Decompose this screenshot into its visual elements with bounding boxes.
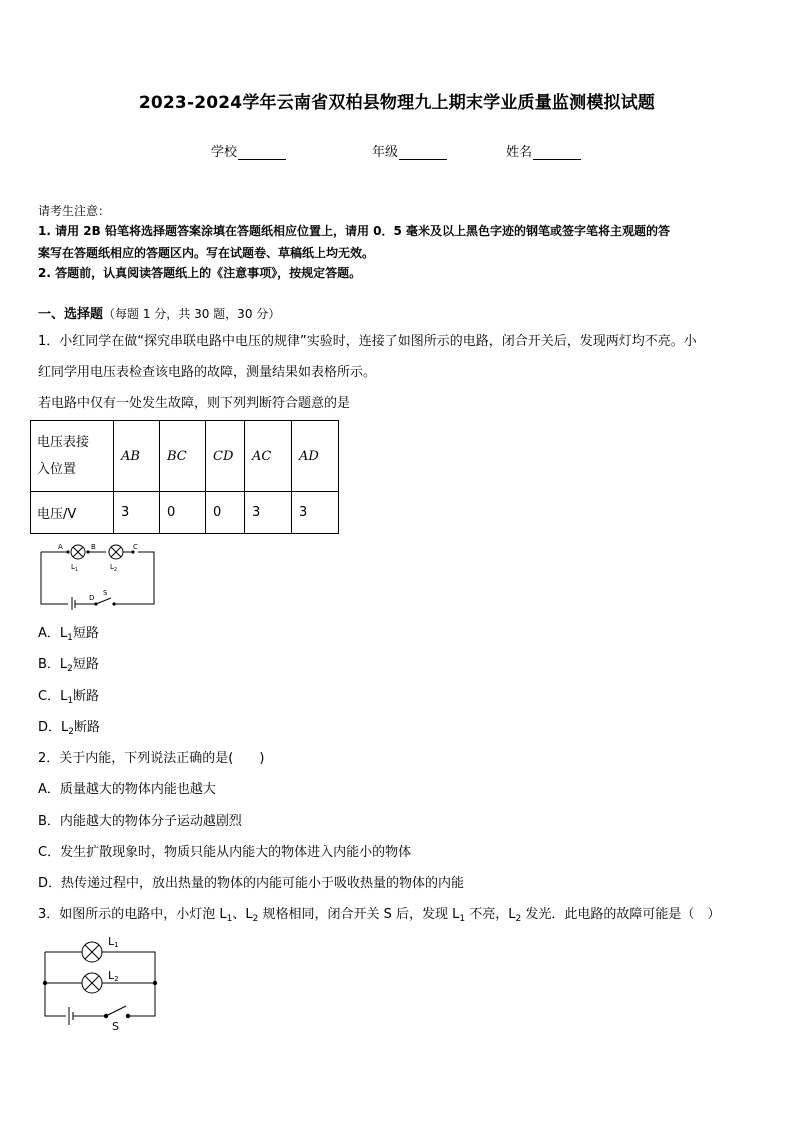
grade-label: 年级 [372, 145, 399, 160]
switch-label: S [112, 1020, 119, 1032]
q2-option-c[interactable]: C．发生扩散现象时，物质只能从内能大的物体进入内能小的物体 [38, 845, 412, 860]
grade-field [372, 141, 447, 160]
table-row [31, 421, 339, 492]
switch-label: S [103, 589, 108, 597]
section-label: 一、选择题 [38, 307, 104, 322]
notice-line-1b: 案写在答题纸相应的答题区内。写在试题卷、草稿纸上均无效。 [38, 246, 375, 260]
q2-option-d[interactable]: D．热传递过程中，放出热量的物体的内能可能小于吸收热量的物体的内能 [38, 876, 465, 891]
table-header-line-1: 电压表接 [37, 435, 90, 450]
name-label: 姓名 [506, 145, 533, 160]
notice-heading: 请考生注意： [38, 204, 111, 218]
table-col-header: AC [245, 421, 292, 492]
table-col-header: CD [206, 421, 245, 492]
table-cell: 0 [206, 492, 245, 534]
q2-stem: 2．关于内能，下列说法正确的是( ) [38, 751, 265, 766]
table-cell: 3 [114, 492, 160, 534]
table-header-cell [31, 421, 114, 492]
name-field [506, 141, 581, 160]
section-detail: （每题 1 分，共 30 题，30 分） [103, 307, 281, 321]
lamp-label-l1: L1 [108, 935, 119, 949]
school-label: 学校 [211, 145, 238, 160]
school-field [211, 141, 286, 160]
q1-option-a[interactable]: A．$L_1$短路 [38, 626, 99, 643]
table-cell: 3 [292, 492, 339, 534]
table-header-line-2: 入位置 [37, 462, 77, 477]
lamp-label-l1: $L_1$ [71, 563, 79, 573]
q2-option-b[interactable]: B．内能越大的物体分子运动越剧烈 [38, 814, 242, 829]
node-label-b: B [91, 543, 96, 551]
node-label-c: C [133, 543, 138, 551]
q1-option-b[interactable]: B．$L_2$短路 [38, 657, 99, 674]
page-title: 2023-2024学年云南省双柏县物理九上期末学业质量监测模拟试题 [138, 93, 656, 113]
table-cell: 0 [160, 492, 206, 534]
name-blank[interactable] [533, 147, 581, 160]
lamp-label-l2: $L_2$ [110, 563, 118, 573]
node-label-a: A [58, 543, 63, 551]
q1-line-3: 若电路中仅有一处发生故障，则下列判断符合题意的是 [38, 396, 351, 411]
node-label-d: D [89, 594, 95, 602]
grade-blank[interactable] [399, 147, 447, 160]
q1-line-1: 1．小红同学在做“探究串联电路中电压的规律”实验时，连接了如图所示的电路，闭合开关后，发现两灯均不亮。小 [38, 334, 697, 349]
table-row-label: 电压/V [31, 492, 114, 534]
table-row [31, 492, 339, 534]
school-blank[interactable] [238, 147, 286, 160]
q3-stem: 3．如图所示的电路中，小灯泡 $L_1$、$L_2$ 规格相同，闭合开关 S 后，发现 $L_1$ 不亮，$L_2$ 发光．此电路的故障可能是（ ） [38, 907, 721, 924]
notice-line-2: 2. 答题前，认真阅读答题纸上的《注意事项》，按规定答题。 [38, 266, 362, 280]
table-cell: 3 [245, 492, 292, 534]
voltage-table [30, 420, 339, 534]
section-heading [38, 306, 280, 323]
q1-option-c[interactable]: C．$L_1$断路 [38, 689, 100, 706]
notice-line-1a: 1. 请用 2B 铅笔将选择题答案涂填在答题纸相应位置上，请用 0．5 毫米及以上黑色字迹的钢笔或签字笔将主观题的答 [38, 224, 670, 238]
table-col-header: AB [114, 421, 160, 492]
lamp-label-l2: L2 [108, 969, 119, 983]
q3-circuit-diagram [40, 934, 164, 1032]
q1-option-d[interactable]: D．$L_2$断路 [38, 720, 101, 737]
table-col-header: AD [292, 421, 339, 492]
q1-line-2: 红同学用电压表检查该电路的故障，测量结果如表格所示。 [38, 365, 377, 380]
table-col-header: BC [160, 421, 206, 492]
q2-option-a[interactable]: A．质量越大的物体内能也越大 [38, 782, 216, 797]
q1-circuit-diagram [36, 540, 160, 610]
